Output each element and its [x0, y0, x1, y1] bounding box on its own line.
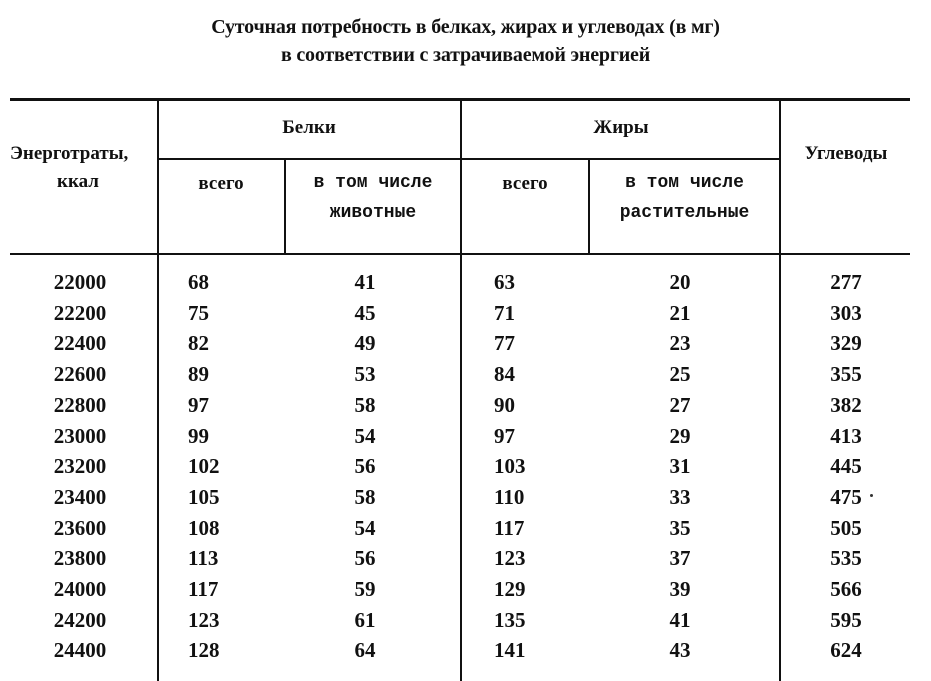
cell-fats-total: 129 — [494, 577, 526, 601]
cell-proteins-animal: 54 — [354, 423, 376, 448]
cell-proteins-total: 75 — [188, 300, 209, 325]
cell-carbs: 382 — [830, 392, 862, 417]
cell-proteins-animal: 56 — [354, 546, 376, 571]
cell-fats-total: 135 — [494, 607, 526, 632]
cell-carbs: 355 — [830, 362, 862, 387]
cell-proteins-animal: 49 — [354, 331, 376, 356]
cell-energy: 22600 — [53, 362, 107, 387]
cell-carbs: 329 — [830, 331, 862, 356]
header-energy-line-2: ккал — [57, 171, 99, 192]
cell-proteins-animal: 45 — [354, 300, 376, 325]
cell-fats-total: 123 — [494, 546, 526, 571]
cell-carbs: 277 — [830, 270, 862, 294]
cell-fats-vegetable: 31 — [669, 454, 691, 479]
cell-carbs: 505 — [830, 515, 862, 540]
header-fats-total: всего — [502, 173, 548, 194]
scan-speck — [870, 494, 873, 497]
table-row — [0, 635, 931, 666]
cell-fats-total: 84 — [494, 362, 515, 387]
cell-energy: 23400 — [53, 484, 107, 509]
cell-energy: 22400 — [53, 331, 107, 356]
header-proteins-animal-line-1: в том числе — [313, 173, 433, 193]
table-row — [0, 421, 931, 452]
cell-proteins-animal: 58 — [354, 484, 376, 509]
table-title-line-1: Суточная потребность в белках, жирах и углеводах (в мг) — [211, 16, 720, 38]
cell-fats-vegetable: 37 — [669, 546, 691, 571]
cell-fats-vegetable: 35 — [669, 515, 691, 540]
table-row — [0, 267, 931, 298]
cell-fats-total: 71 — [494, 300, 515, 325]
cell-fats-vegetable: 20 — [669, 270, 691, 294]
cell-proteins-total: 123 — [188, 607, 220, 632]
header-proteins: Белки — [282, 117, 336, 138]
group-header-rule-fats — [462, 158, 780, 160]
cell-proteins-animal: 53 — [354, 362, 376, 387]
cell-proteins-total: 99 — [188, 423, 209, 448]
header-carbs: Углеводы — [804, 143, 888, 164]
cell-fats-total: 103 — [494, 454, 526, 479]
cell-carbs: 413 — [830, 423, 862, 448]
cell-proteins-total: 108 — [188, 515, 220, 540]
cell-proteins-total: 102 — [188, 454, 220, 479]
cell-fats-total: 141 — [494, 638, 526, 663]
header-fats-vegetable-line-1: в том числе — [625, 173, 744, 193]
table-row — [0, 513, 931, 544]
table-row — [0, 390, 931, 421]
cell-energy: 23000 — [53, 423, 107, 448]
table-row — [0, 451, 931, 482]
header-proteins-animal-line-2: животные — [329, 203, 417, 223]
cell-energy: 23600 — [53, 515, 107, 540]
cell-fats-vegetable: 39 — [669, 577, 691, 601]
cell-energy: 22000 — [53, 270, 107, 294]
header-fats: Жиры — [593, 117, 649, 138]
cell-proteins-total: 68 — [188, 270, 209, 294]
cell-carbs: 303 — [830, 300, 862, 325]
cell-fats-total: 77 — [494, 331, 515, 356]
cell-proteins-total: 117 — [188, 577, 219, 601]
table-row — [0, 605, 931, 636]
table-row — [0, 359, 931, 390]
cell-proteins-animal: 41 — [354, 270, 376, 294]
cell-fats-vegetable: 27 — [669, 392, 691, 417]
cell-proteins-animal: 54 — [354, 515, 376, 540]
cell-energy: 24000 — [53, 577, 107, 601]
table-row — [0, 298, 931, 329]
cell-fats-vegetable: 23 — [669, 331, 691, 356]
cell-fats-vegetable: 21 — [669, 300, 691, 325]
cell-proteins-animal: 59 — [354, 577, 376, 601]
cell-proteins-total: 105 — [188, 484, 220, 509]
cell-proteins-total: 97 — [188, 392, 209, 417]
cell-proteins-animal: 58 — [354, 392, 376, 417]
cell-energy: 22200 — [53, 300, 107, 325]
table-row — [0, 328, 931, 359]
cell-proteins-total: 128 — [188, 638, 220, 663]
cell-fats-vegetable: 41 — [669, 607, 691, 632]
header-fats-vegetable-line-2: растительные — [619, 203, 750, 223]
cell-fats-vegetable: 33 — [669, 484, 691, 509]
cell-carbs: 445 — [830, 454, 862, 479]
table-title-line-2: в соответствии с затрачиваемой энергией — [280, 44, 651, 66]
cell-carbs: 624 — [830, 638, 862, 663]
cell-proteins-animal: 61 — [354, 607, 376, 632]
cell-energy: 24200 — [53, 607, 107, 632]
cell-carbs: 535 — [830, 546, 862, 571]
table-row — [0, 482, 931, 513]
cell-fats-total: 63 — [494, 270, 515, 294]
cell-fats-vegetable: 43 — [669, 638, 691, 663]
cell-proteins-total: 82 — [188, 331, 209, 356]
header-energy-line-1: Энерготраты, — [10, 143, 129, 164]
cell-proteins-total: 89 — [188, 362, 209, 387]
cell-fats-vegetable: 29 — [669, 423, 691, 448]
cell-energy: 24400 — [53, 638, 107, 663]
cell-carbs: 595 — [830, 607, 862, 632]
cell-fats-total: 90 — [494, 392, 515, 417]
header-proteins-total: всего — [198, 173, 244, 194]
cell-fats-vegetable: 25 — [669, 362, 691, 387]
cell-proteins-animal: 56 — [354, 454, 376, 479]
cell-energy: 22800 — [53, 392, 107, 417]
cell-fats-total: 117 — [494, 515, 525, 540]
cell-energy: 23800 — [53, 546, 107, 571]
cell-proteins-total: 113 — [188, 546, 219, 571]
cell-fats-total: 97 — [494, 423, 515, 448]
table-row — [0, 574, 931, 605]
cell-proteins-animal: 64 — [354, 638, 376, 663]
cell-fats-total: 110 — [494, 484, 525, 509]
cell-carbs: 566 — [830, 577, 862, 601]
cell-carbs: 475 — [830, 484, 862, 509]
table-row — [0, 543, 931, 574]
group-header-rule-proteins — [158, 158, 462, 160]
cell-energy: 23200 — [53, 454, 107, 479]
